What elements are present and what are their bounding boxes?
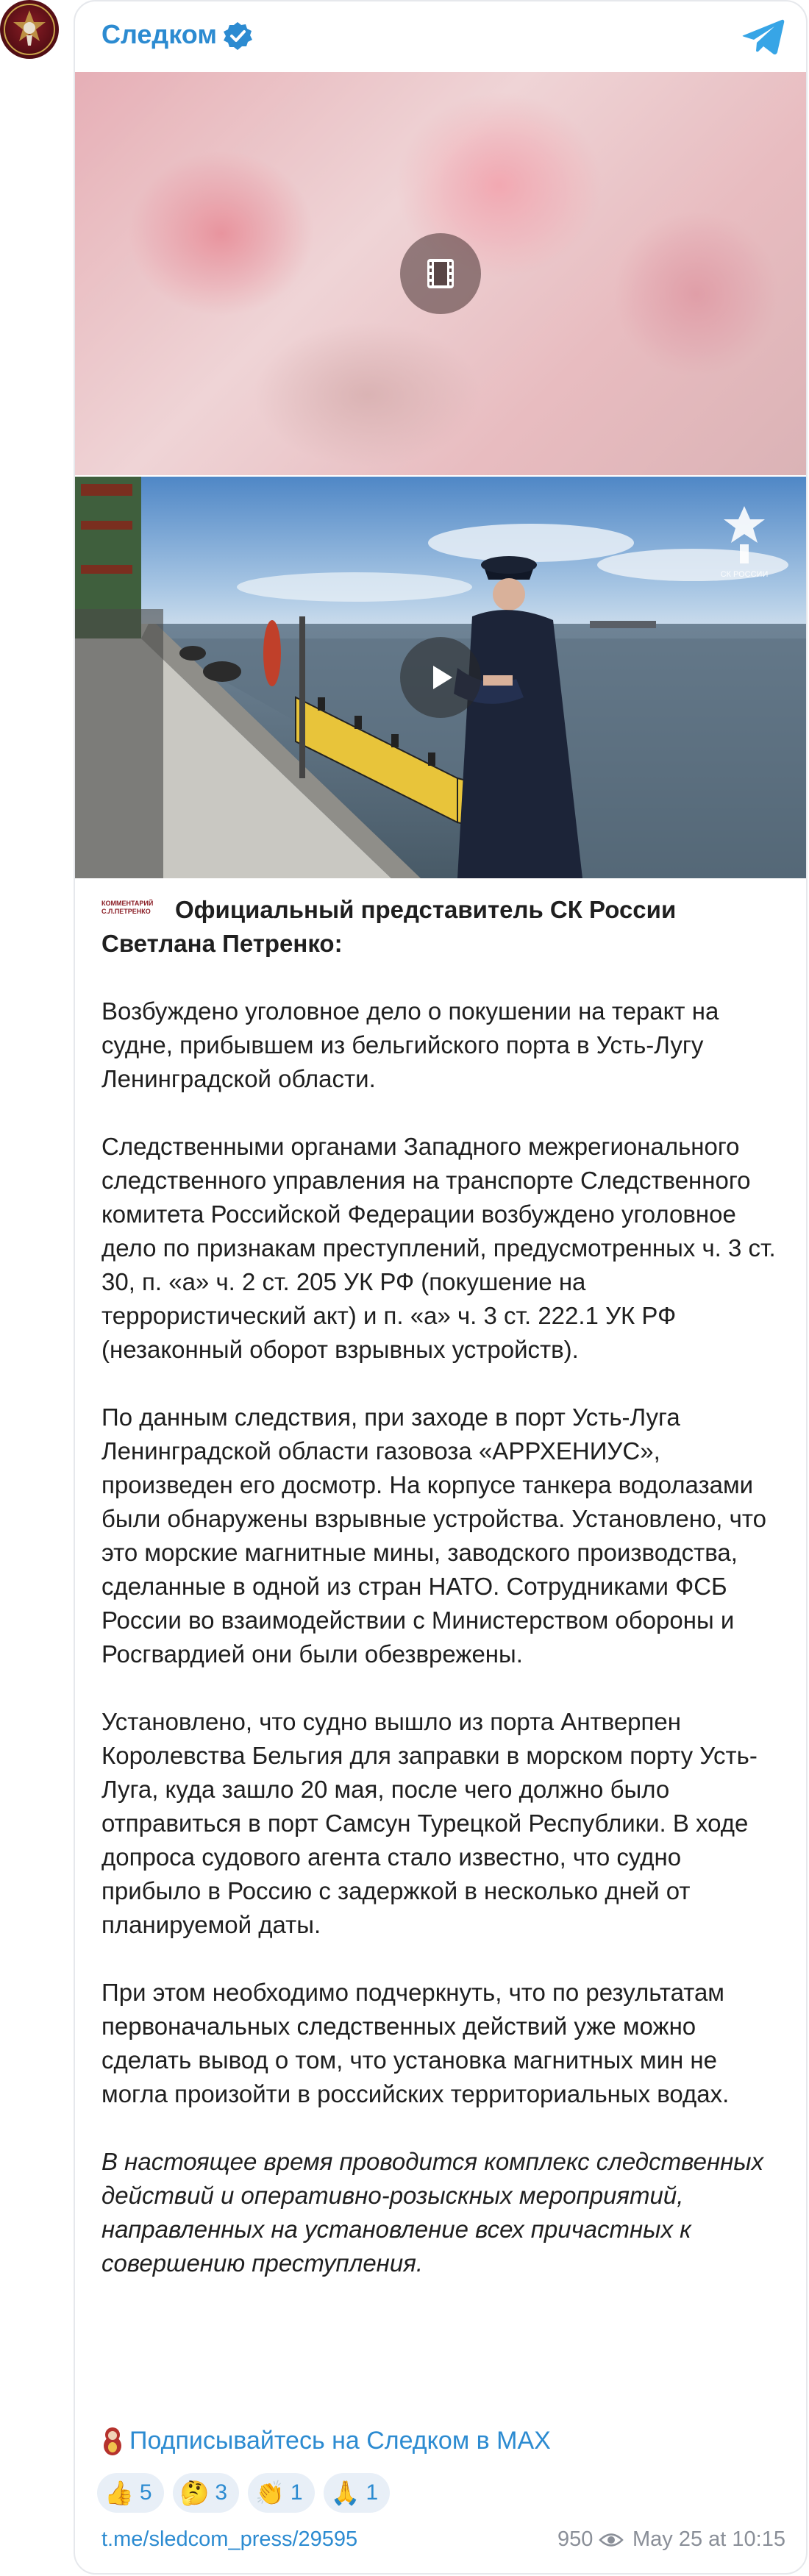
telegram-plane-icon[interactable] [741,18,785,56]
view-counter [557,2527,624,2552]
reactions-bar [97,2473,390,2513]
emblem-icon [0,0,59,59]
reaction-pray[interactable] [324,2473,391,2513]
paragraph-5: При этом необходимо подчеркнуть, что по результатам первоначальных следственных действий уже можно сделать вывод о том, что установка магнитных мин не могла произойти в российских территориальных водах. [101,1979,730,2107]
paragraph-1: Возбуждено уголовное дело о покушении на теракт на судне, прибывшем из бельгийского порта в Усть-Лугу Ленинградской области. [101,997,719,1092]
clapping-hands-icon: 👏 [255,2480,285,2506]
reaction-count: 1 [290,2480,303,2505]
svg-text:СК РОССИИ: СК РОССИИ [720,570,769,579]
video-thumbnail-1[interactable] [75,72,806,475]
post-footer [101,2522,785,2558]
reaction-count: 1 [366,2480,379,2505]
film-icon[interactable] [400,233,481,314]
video-thumbnail-2[interactable] [75,477,806,878]
play-icon[interactable] [400,637,481,718]
lead-text: Официальный представитель СК России Светлана Петренко: [101,896,677,957]
post-card [74,0,808,2575]
reaction-thumbs-up[interactable] [97,2473,164,2513]
matryoshka-icon [101,2426,124,2455]
thumbs-up-icon: 👍 [104,2480,134,2506]
folded-hands-icon: 🙏 [330,2480,360,2506]
view-count: 950 [557,2527,594,2551]
post-header [75,1,806,72]
comment-badge: КОММЕНТАРИЙ С.Л.ПЕТРЕНКО [101,900,154,915]
subscribe-link-text[interactable]: Подписывайтесь на Следком в MAX [129,2426,551,2455]
paragraph-4: Установлено, что судно вышло из порта Антверпен Королевства Бельгия для заправки в морском порту Усть-Луга, куда зашло 20 мая, после чего должно было отправиться в порт Самсун Турецкой Республики. В ходе допроса судового агента стало известно, что судно прибыло в Россию с задержкой в несколько дней от планируемой даты. [101,1708,758,1938]
reaction-clap[interactable] [248,2473,315,2513]
post-link[interactable]: t.me/sledcom_press/29595 [101,2527,358,2551]
reaction-count: 5 [139,2480,152,2505]
subscribe-link[interactable] [101,2426,551,2455]
channel-name[interactable]: Следком [101,19,217,49]
reaction-thinking[interactable] [173,2473,240,2513]
post-date: May 25 at 10:15 [632,2527,785,2551]
reaction-count: 3 [215,2480,228,2505]
eye-icon [599,2532,624,2548]
channel-avatar[interactable] [0,0,59,59]
verified-badge-icon [222,21,253,51]
paragraph-3: По данным следствия, при заходе в порт Усть-Луга Ленинградской области газовоза «АРРХЕНИУС», произведен его досмотр. На корпусе танкера водолазами были обнаружены взрывные устройства. Установлено, что это морские магнитные мины, заводского производства, сделанные в одной из стран НАТО. Сотрудниками ФСБ России во взаимодействии с Министерством обороны и Росгвардией они были обезврежены. [101,1403,766,1668]
post-text [101,893,785,2280]
thinking-face-icon: 🤔 [179,2480,210,2506]
paragraph-2: Следственными органами Западного межрегионального следственного управления на транспорте Следственного комитета Российской Федерации возбуждено уголовное дело по признакам преступлений, предусмотренных ч. 3 ст. 30, п. «а» ч. 2 ст. 205 УК РФ (покушение на террористический акт) и п. «а» ч. 3 ст. 222.1 УК РФ (незаконный оборот взрывных устройств). [101,1133,776,1363]
closing-paragraph: В настоящее время проводится комплекс следственных действий и оперативно-розыскных мероприятий, направленных на установление всех причастных к совершению преступления. [101,2148,764,2277]
lead-line [101,893,785,961]
